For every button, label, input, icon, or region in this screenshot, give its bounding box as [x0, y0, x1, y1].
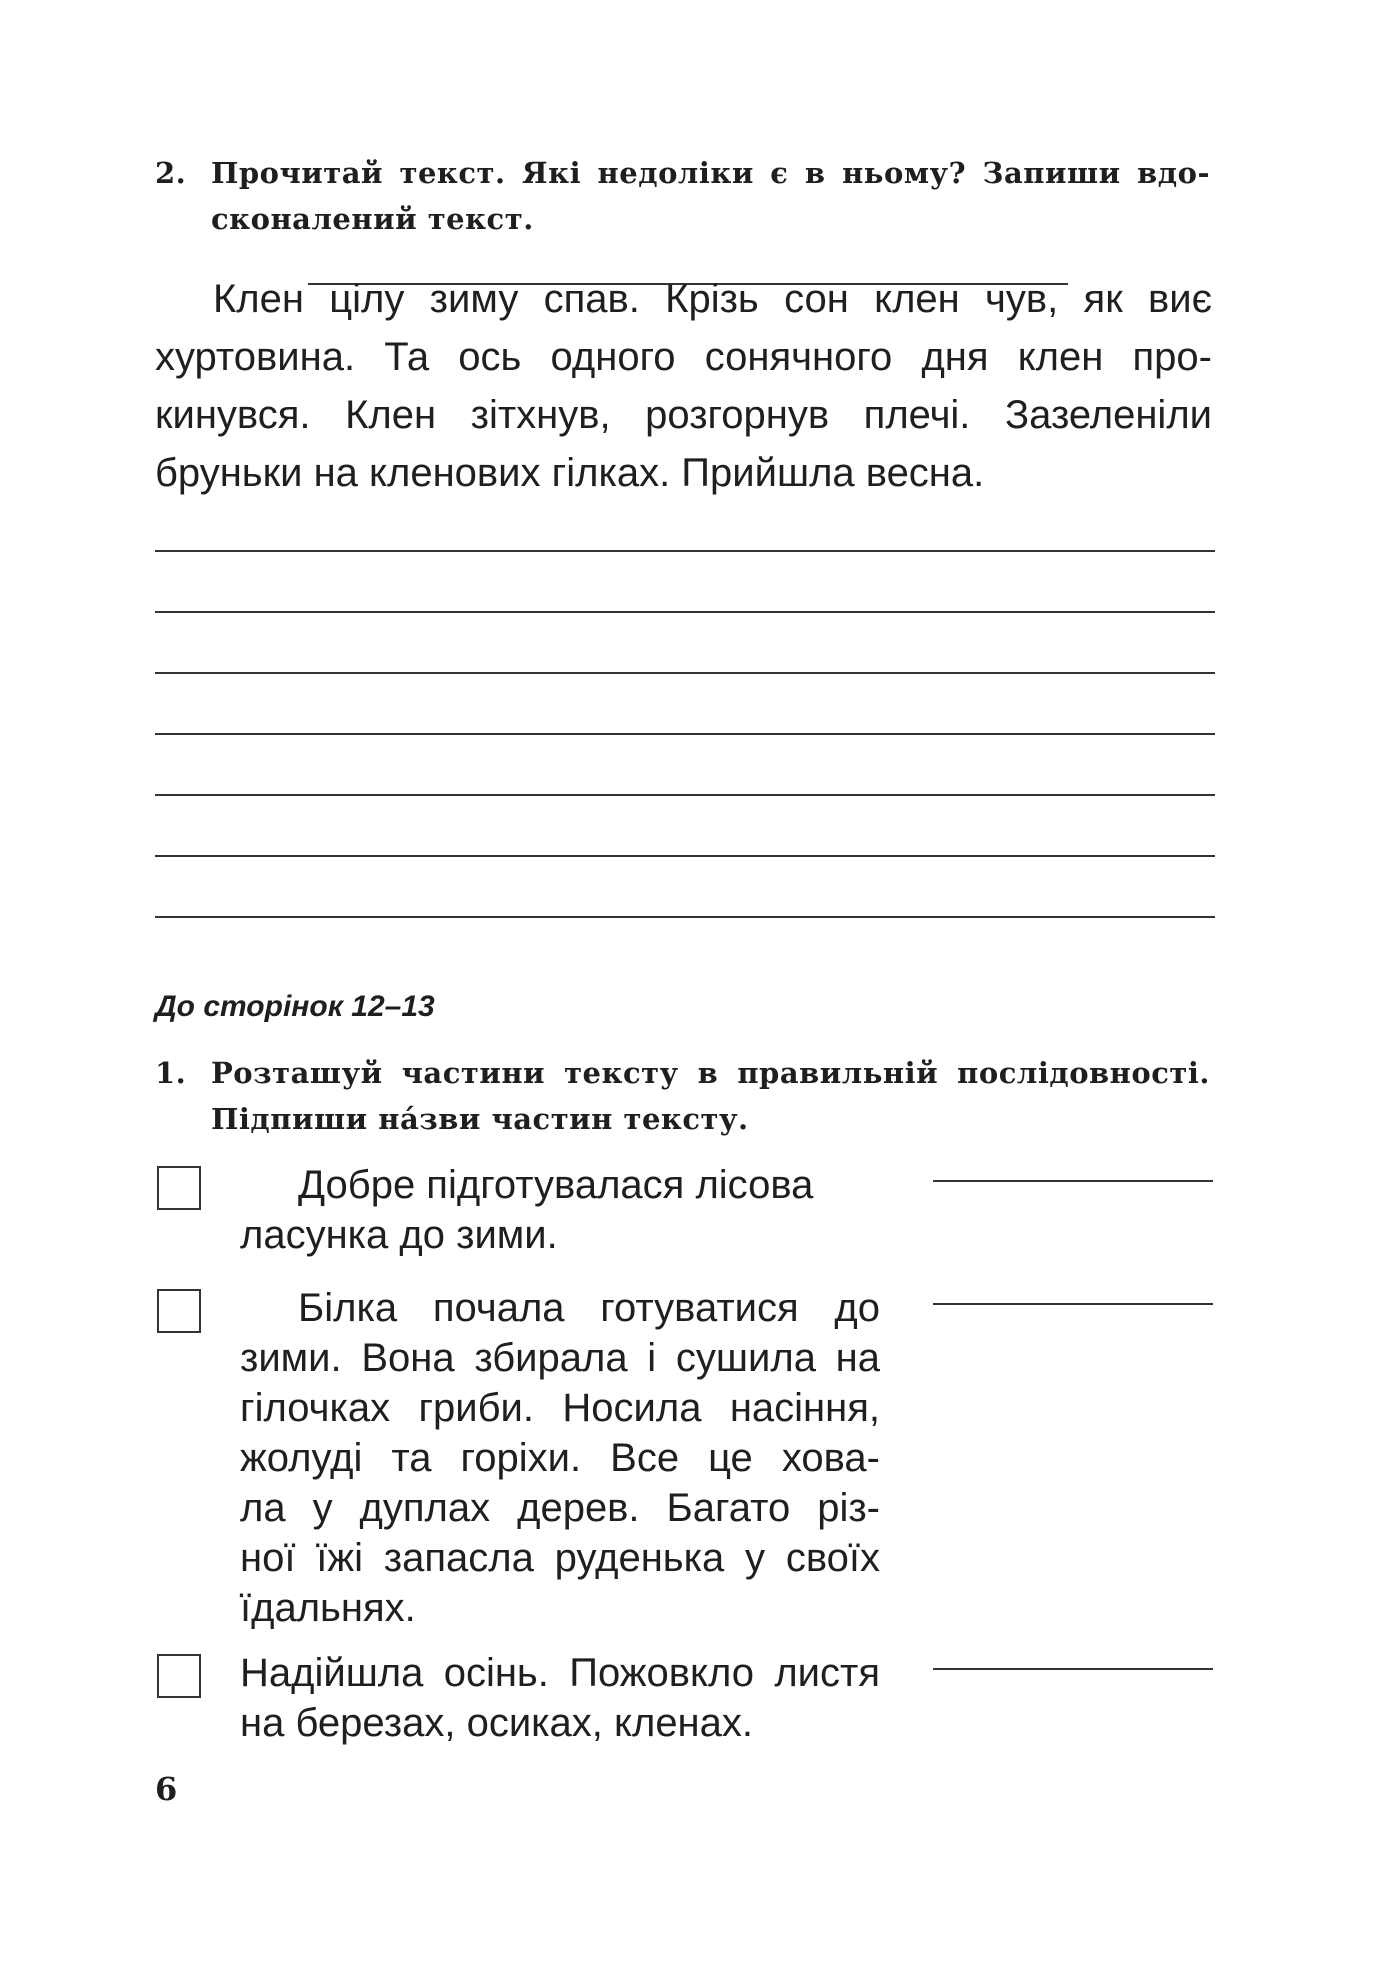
section-title: До сторінок 12–13 — [155, 990, 435, 1023]
part-text — [240, 1160, 880, 1260]
task-text-line: сконалений текст. — [211, 202, 534, 236]
part-name-line[interactable] — [933, 1180, 1213, 1182]
answer-writing-line[interactable] — [155, 733, 1215, 735]
answer-writing-line[interactable] — [155, 672, 1215, 674]
part-text — [240, 1283, 880, 1633]
part-line: Білка почала готуватися до — [298, 1286, 880, 1330]
answer-writing-line[interactable] — [155, 794, 1215, 796]
part-line: на березах, осиках, кленах. — [240, 1701, 754, 1745]
part-line: їдальнях. — [240, 1586, 416, 1630]
task-text-line: Підпиши на́зви частин тексту. — [211, 1102, 749, 1136]
passage-line: бруньки на кленових гілках. Прийшла весна. — [155, 451, 985, 495]
part-line: гілочках гриби. Носила насіння, — [240, 1386, 880, 1430]
part-text — [240, 1648, 880, 1748]
passage-line: Клен цілу зиму спав. Крізь сон клен чув, як виє — [213, 277, 1212, 321]
task-number: 2. — [155, 156, 187, 190]
answer-writing-line[interactable] — [155, 855, 1215, 857]
page-number: 6 — [155, 1770, 178, 1808]
answer-writing-line[interactable] — [155, 611, 1215, 613]
passage-line: хуртовина. Та ось одного сонячного дня клен про- — [155, 335, 1212, 379]
order-number-box[interactable] — [157, 1654, 201, 1698]
reading-passage — [155, 270, 1212, 502]
answer-writing-line[interactable] — [155, 916, 1215, 918]
task-number: 1. — [155, 1056, 187, 1090]
part-line: Надійшла осінь. Пожовкло листя — [240, 1651, 880, 1695]
part-line: ласунка до зими. — [240, 1213, 558, 1257]
part-name-line[interactable] — [933, 1668, 1213, 1670]
part-line: ної їжі запасла руденька у своїх — [240, 1536, 880, 1580]
task-text-line: Прочитай текст. Які недоліки є в ньому? Запиши вдо- — [211, 156, 1210, 190]
part-line: зими. Вона збирала і сушила на — [240, 1336, 880, 1380]
part-line: Добре підготувалася лісова — [298, 1163, 814, 1207]
part-name-line[interactable] — [933, 1303, 1213, 1305]
order-number-box[interactable] — [157, 1289, 201, 1333]
task-1-instruction — [155, 1050, 1210, 1142]
passage-line: кинувся. Клен зітхнув, розгорнув плечі. Зазеленіли — [155, 393, 1212, 437]
part-line: ла у дуплах дерев. Багато різ- — [240, 1486, 880, 1530]
task-text-line: Розташуй частини тексту в правильній послідовності. — [211, 1056, 1210, 1090]
answer-writing-line[interactable] — [155, 550, 1215, 552]
order-number-box[interactable] — [157, 1166, 201, 1210]
task-2-instruction — [155, 150, 1210, 242]
part-line: жолуді та горіхи. Все це хова- — [240, 1436, 880, 1480]
